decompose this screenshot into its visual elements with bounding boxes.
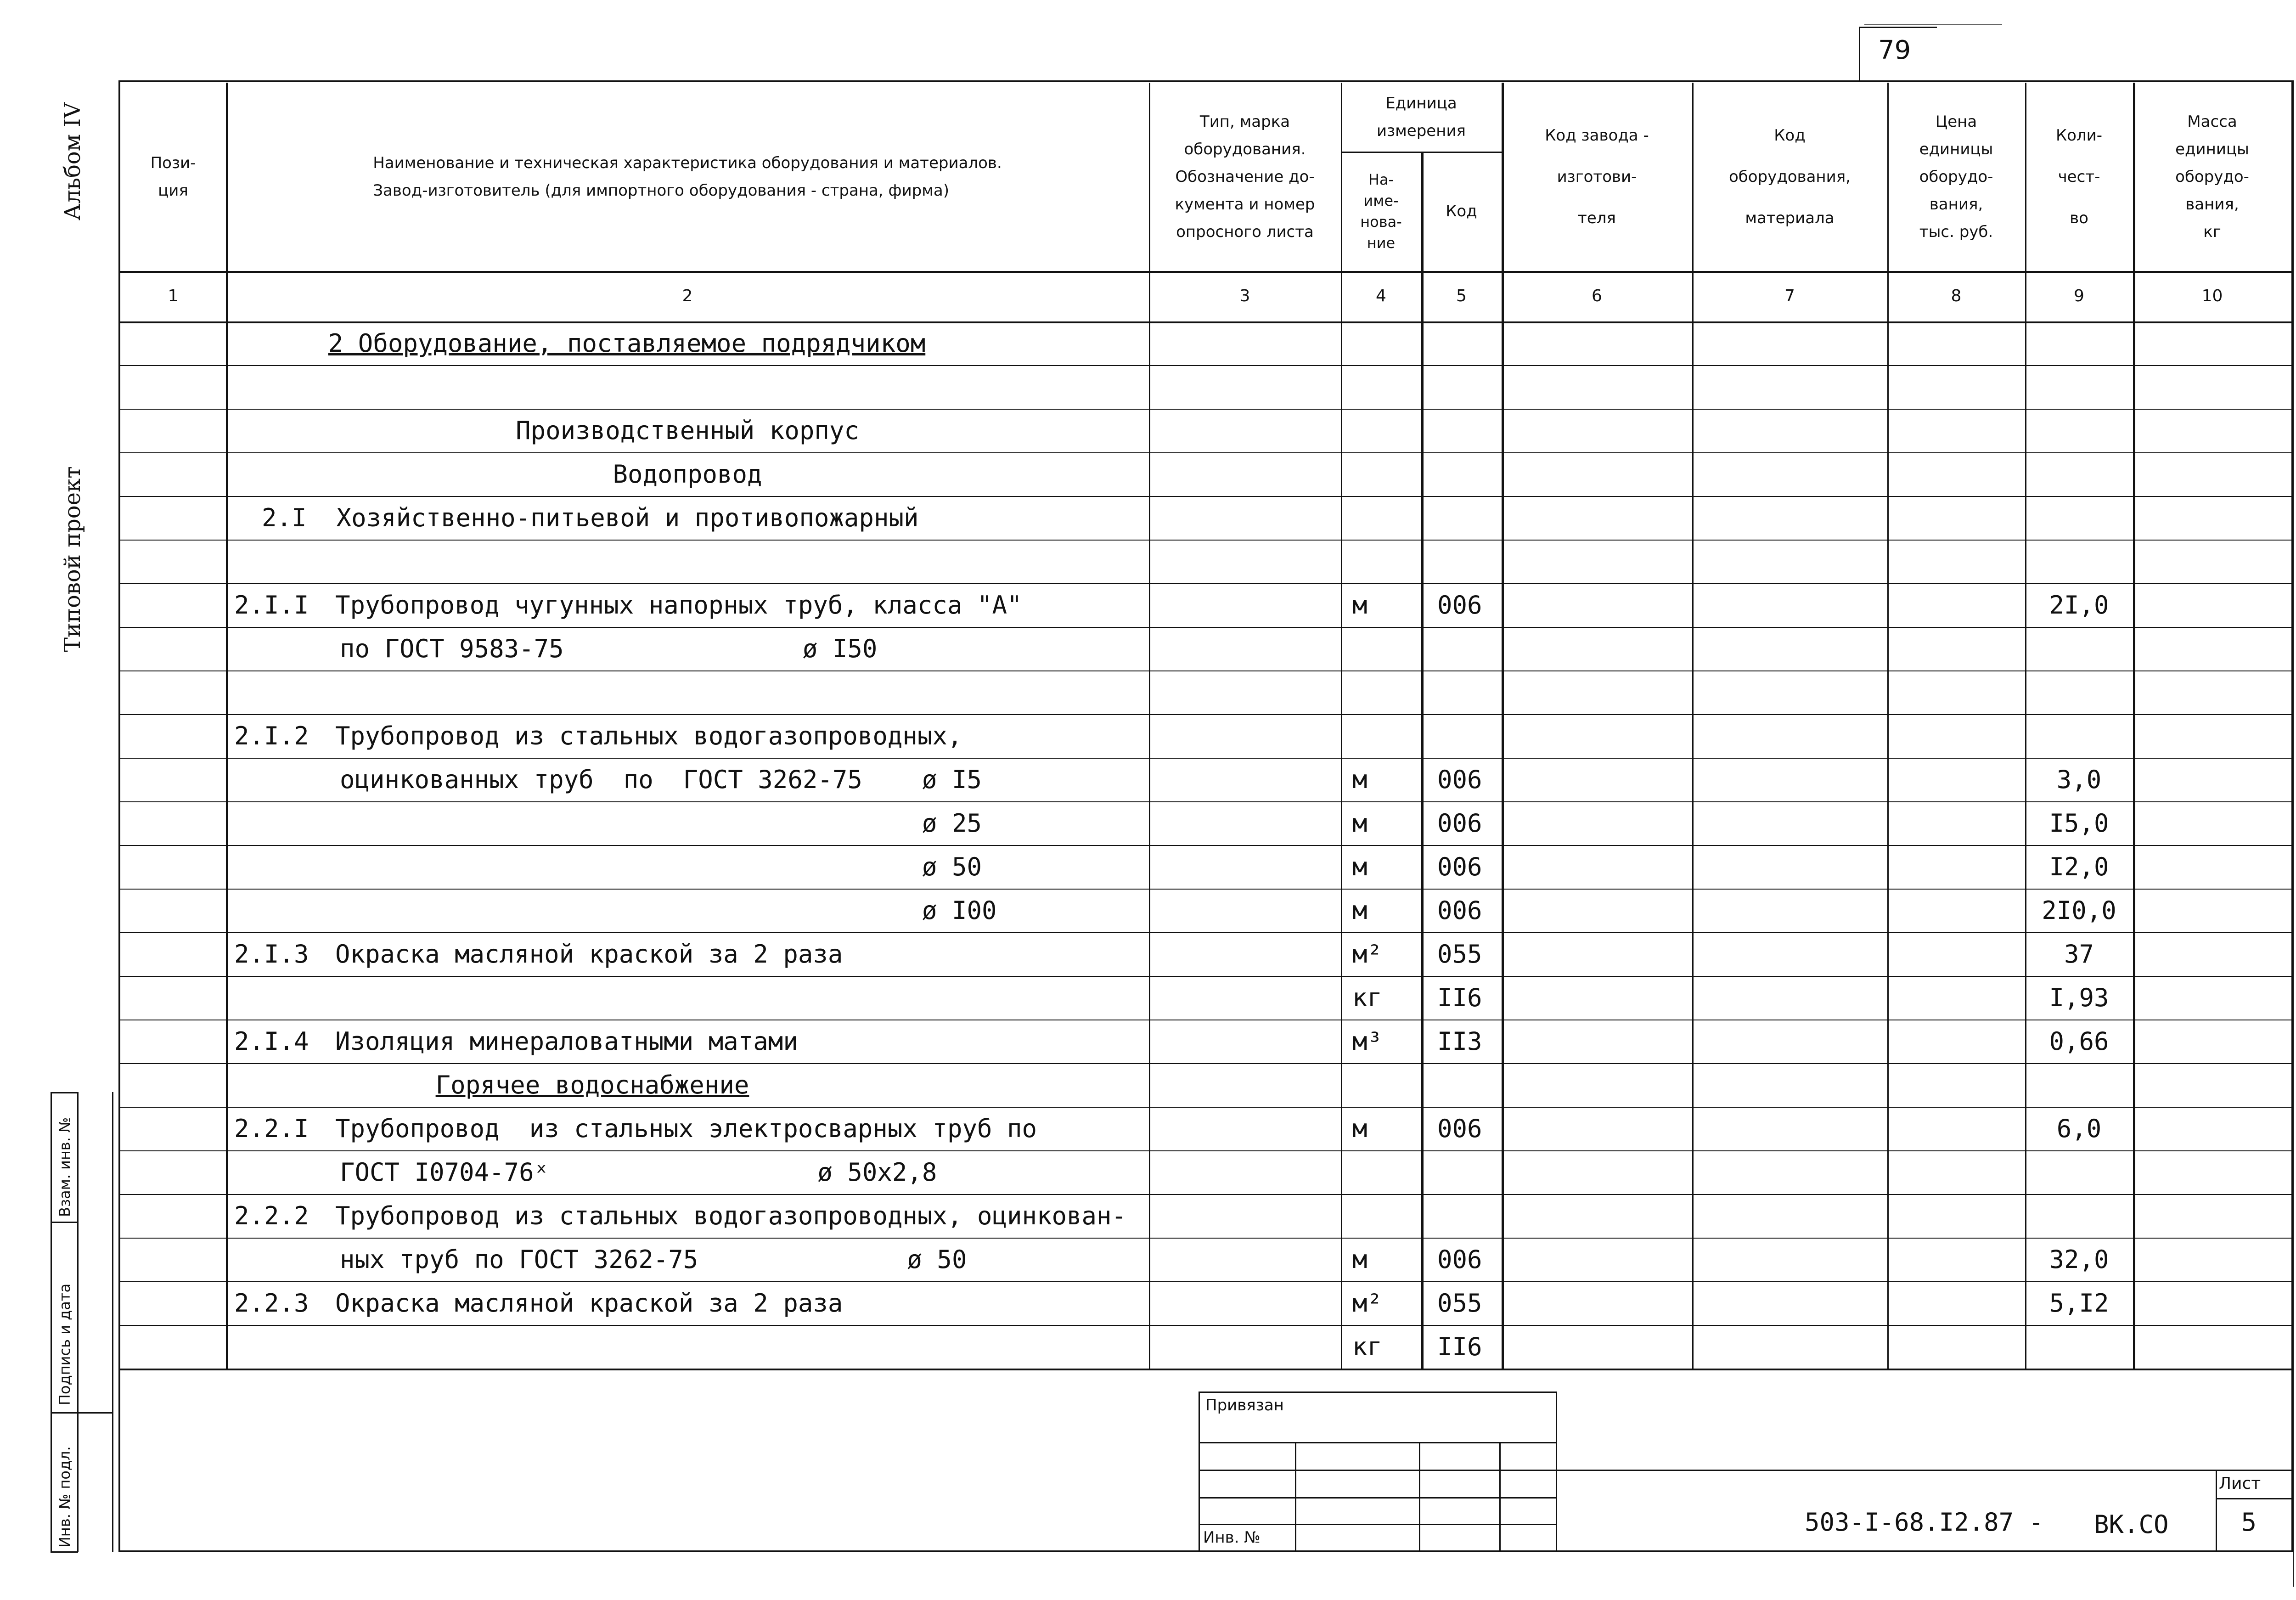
project-label: Типовой проект bbox=[60, 466, 85, 652]
stamp-label-inventory: Инв. № подл. bbox=[56, 1446, 73, 1548]
row-name: ø 25 bbox=[340, 809, 982, 838]
column-number: 10 bbox=[2201, 287, 2223, 305]
row-unit: м² bbox=[1352, 1289, 1383, 1318]
row-quantity: 6,0 bbox=[2056, 1114, 2102, 1143]
row-position: 2.I.I bbox=[234, 591, 309, 620]
row-position: 2.2.2 bbox=[234, 1201, 309, 1230]
row-quantity: 0,66 bbox=[2049, 1027, 2109, 1056]
row-code: II6 bbox=[1437, 1332, 1482, 1361]
row-unit: кг bbox=[1352, 983, 1383, 1012]
row-name: ø I00 bbox=[340, 896, 997, 925]
stamp-label-replace: Взам. инв. № bbox=[56, 1117, 73, 1217]
row-code: 006 bbox=[1437, 809, 1482, 838]
row-name: Горячее водоснабжение bbox=[435, 1070, 749, 1099]
attached-label: Привязан bbox=[1205, 1396, 1284, 1414]
row-quantity: 5,I2 bbox=[2049, 1289, 2109, 1318]
row-unit: кг bbox=[1352, 1332, 1383, 1361]
row-name: Трубопровод из стальных водогазопроводных, bbox=[335, 721, 962, 750]
column-number: 1 bbox=[168, 287, 179, 305]
album-label: Альбом IV bbox=[60, 102, 85, 220]
row-quantity: 3,0 bbox=[2056, 765, 2102, 794]
column-number: 6 bbox=[1592, 287, 1602, 305]
row-name: ных труб по ГОСТ 3262-75 ø 50 bbox=[340, 1245, 967, 1274]
row-position: 2.I.2 bbox=[234, 721, 309, 750]
header-unit: Единица измерения bbox=[1376, 94, 1466, 140]
row-name: ø 50 bbox=[340, 852, 982, 881]
row-code: 006 bbox=[1437, 852, 1482, 881]
row-unit: м bbox=[1352, 1114, 1367, 1143]
row-quantity: I5,0 bbox=[2049, 809, 2109, 838]
row-name: по ГОСТ 9583-75 ø I50 bbox=[340, 634, 878, 663]
row-quantity: 2I,0 bbox=[2049, 591, 2109, 620]
document-mark: ВК.СО bbox=[2094, 1510, 2169, 1539]
row-name: Производственный корпус bbox=[516, 416, 859, 445]
stamp-label-signature: Подпись и дата bbox=[56, 1283, 73, 1405]
row-code: 006 bbox=[1437, 1114, 1482, 1143]
inventory-label: Инв. № bbox=[1203, 1528, 1261, 1547]
header-unit-code: Код bbox=[1446, 202, 1477, 220]
row-code: 055 bbox=[1437, 940, 1482, 969]
row-quantity: 32,0 bbox=[2049, 1245, 2109, 1274]
column-number: 2 bbox=[682, 287, 693, 305]
header-equipment-code: Код оборудования, материала bbox=[1728, 126, 1851, 227]
header-mass: Масса единицы оборудо- вания, кг bbox=[2175, 113, 2249, 241]
sheet-label: Лист bbox=[2219, 1474, 2261, 1493]
document-code: 503-I-68.I2.87 - bbox=[1805, 1508, 2044, 1537]
row-code: 006 bbox=[1437, 765, 1482, 794]
header-unit-name: На- име- нова- ние bbox=[1360, 171, 1402, 252]
header-type: Тип, марка оборудования. Обозначение до- кумента и номер опросного листа bbox=[1175, 113, 1315, 241]
header-factory-code: Код завода - изготови- теля bbox=[1545, 126, 1649, 227]
row-quantity: 37 bbox=[2064, 940, 2094, 969]
header-name: Наименование и техническая характеристика оборудования и материалов. Завод-изготовитель (для импортного оборудования - страна, фирма) bbox=[373, 154, 1002, 200]
row-name: Трубопровод из стальных электросварных труб по bbox=[335, 1114, 1037, 1143]
row-code: II6 bbox=[1437, 983, 1482, 1012]
row-name: 2 Оборудование, поставляемое подрядчиком bbox=[328, 329, 926, 358]
row-position: 2.I.4 bbox=[234, 1027, 309, 1056]
row-name: Трубопровод чугунных напорных труб, класса "А" bbox=[335, 591, 1022, 620]
row-unit: м bbox=[1352, 809, 1367, 838]
column-number: 8 bbox=[1951, 287, 1962, 305]
row-code: 006 bbox=[1437, 591, 1482, 620]
row-name: Окраска масляной краской за 2 раза bbox=[335, 940, 843, 969]
row-name: ГОСТ I0704-76ˣ ø 50x2,8 bbox=[340, 1158, 937, 1187]
row-code: II3 bbox=[1437, 1027, 1482, 1056]
row-quantity: 2I0,0 bbox=[2042, 896, 2116, 925]
column-number: 7 bbox=[1784, 287, 1795, 305]
row-name: Изоляция минераловатными матами bbox=[335, 1027, 798, 1056]
row-unit: м bbox=[1352, 765, 1367, 794]
row-code: 055 bbox=[1437, 1289, 1482, 1318]
row-name: оцинкованных труб по ГОСТ 3262-75 ø I5 bbox=[340, 765, 982, 794]
row-unit: м² bbox=[1352, 940, 1383, 969]
row-name: Водопровод bbox=[613, 460, 762, 489]
row-position: 2.2.I bbox=[234, 1114, 309, 1143]
row-unit: м bbox=[1352, 852, 1367, 881]
row-unit: м bbox=[1352, 591, 1367, 620]
row-name: Окраска масляной краской за 2 раза bbox=[335, 1289, 843, 1318]
row-code: 006 bbox=[1437, 896, 1482, 925]
row-position: 2.I.3 bbox=[234, 940, 309, 969]
row-code: 006 bbox=[1437, 1245, 1482, 1274]
row-unit: м³ bbox=[1352, 1027, 1383, 1056]
row-name: 2.I Хозяйственно-питьевой и противопожарный bbox=[262, 503, 919, 532]
header-quantity: Коли- чест- во bbox=[2055, 126, 2103, 227]
row-quantity: I,93 bbox=[2049, 983, 2109, 1012]
header-price: Цена единицы оборудо- вания, тыс. руб. bbox=[1919, 113, 1993, 241]
sheet-number: 5 bbox=[2241, 1508, 2257, 1537]
column-number: 9 bbox=[2074, 287, 2084, 305]
column-number: 5 bbox=[1456, 287, 1467, 305]
column-number: 3 bbox=[1239, 287, 1250, 305]
row-unit: м bbox=[1352, 1245, 1367, 1274]
row-name: Трубопровод из стальных водогазопроводных, оцинкован- bbox=[335, 1201, 1127, 1230]
column-number: 4 bbox=[1376, 287, 1386, 305]
row-position: 2.2.3 bbox=[234, 1289, 309, 1318]
page-number: 79 bbox=[1878, 35, 1911, 65]
row-quantity: I2,0 bbox=[2049, 852, 2109, 881]
row-unit: м bbox=[1352, 896, 1367, 925]
header-position: Пози- ция bbox=[150, 154, 196, 200]
